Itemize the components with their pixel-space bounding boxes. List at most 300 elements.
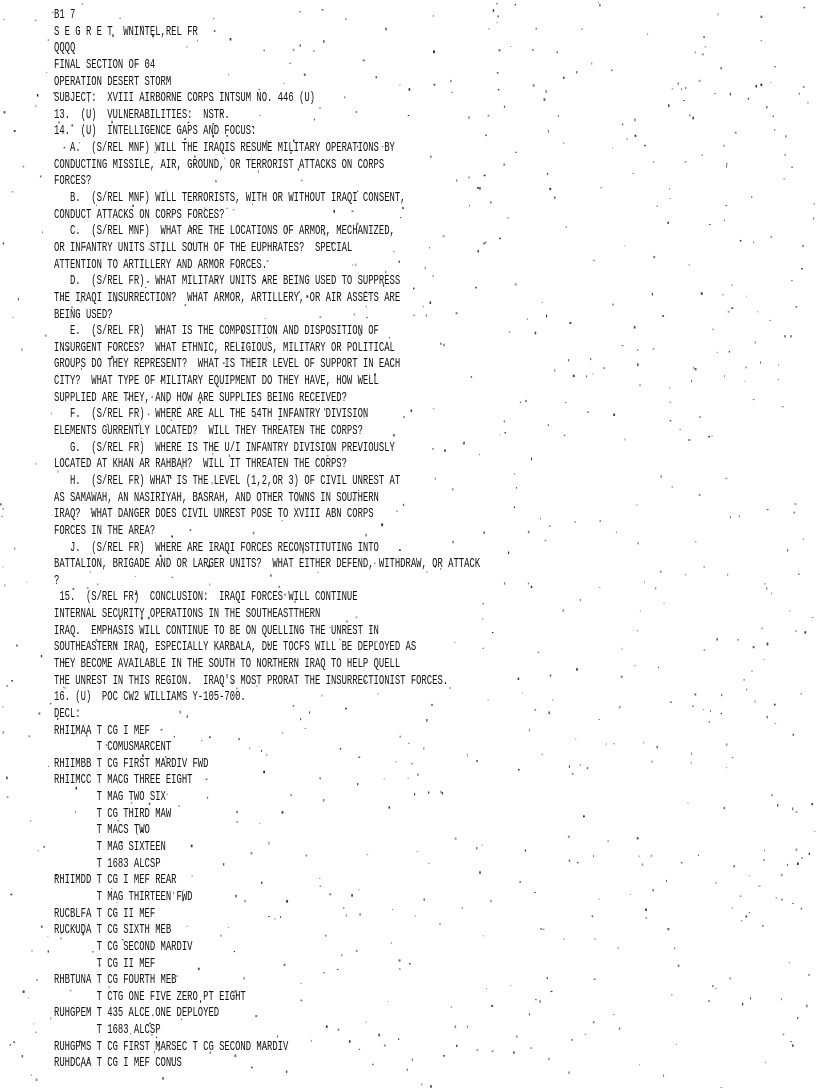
speckle [715, 883, 717, 884]
speckle [499, 49, 501, 51]
speckle [671, 994, 672, 995]
speckle [531, 458, 532, 461]
speckle [755, 341, 756, 344]
message-line: T MAG TWO SIX [54, 788, 166, 805]
speckle [583, 815, 585, 817]
speckle [497, 15, 499, 17]
speckle [14, 547, 15, 550]
speckle [549, 188, 551, 190]
speckle [507, 218, 509, 219]
speckle [527, 318, 528, 319]
speckle [698, 855, 699, 856]
message-line: T MACS TWO [54, 822, 150, 839]
speckle [575, 739, 576, 740]
speckle [568, 836, 570, 838]
speckle [699, 80, 701, 82]
message-line: S E G R E T WNINTEL,REL FR [54, 23, 198, 40]
speckle [516, 487, 517, 489]
speckle [483, 603, 484, 604]
speckle [678, 965, 680, 967]
speckle [554, 369, 555, 371]
message-line: T COMUSMARCENT [54, 738, 172, 755]
speckle [546, 315, 547, 318]
speckle [715, 988, 717, 989]
speckle [729, 351, 730, 353]
speckle [539, 1000, 541, 1003]
speckle [695, 541, 697, 542]
speckle [591, 62, 592, 64]
speckle [801, 908, 802, 910]
message-line: T CTG ONE FIVE ZERO PT EIGHT [54, 988, 246, 1005]
speckle [590, 358, 591, 360]
speckle [634, 119, 635, 122]
speckle [12, 191, 13, 193]
speckle [670, 420, 672, 421]
speckle [724, 220, 725, 221]
speckle [669, 188, 670, 189]
speckle [488, 28, 489, 30]
speckle [637, 363, 638, 366]
message-line: CITY? WHAT TYPE OF MILITARY EQUIPMENT DO THEY HAVE, HOW WELL [54, 372, 379, 389]
speckle [528, 531, 530, 534]
speckle [28, 997, 29, 998]
message-line: T MAG THIRTEEN FWD [54, 888, 193, 905]
speckle [669, 402, 671, 403]
speckle [663, 1074, 664, 1077]
speckle [35, 464, 36, 465]
speckle [658, 667, 659, 668]
speckle [712, 329, 713, 331]
speckle [699, 494, 701, 496]
speckle [757, 311, 758, 312]
speckle [516, 1035, 518, 1038]
speckle [621, 676, 623, 678]
speckle [704, 566, 705, 567]
speckle [48, 950, 49, 952]
speckle [732, 284, 733, 286]
speckle [580, 764, 581, 765]
speckle [490, 202, 492, 204]
speckle [2, 516, 3, 517]
speckle [18, 298, 19, 301]
message-line: FORCES? [54, 173, 92, 190]
speckle [14, 130, 16, 132]
speckle [761, 84, 763, 86]
speckle [667, 222, 669, 224]
speckle [515, 283, 517, 286]
speckle [505, 432, 506, 434]
speckle [634, 326, 636, 328]
speckle [778, 379, 779, 381]
speckle [729, 978, 731, 980]
speckle [789, 610, 790, 612]
message-line: INTERNAL SECURITY OPERATIONS IN THE SOUTHEASTTHERN [54, 605, 321, 622]
speckle [723, 145, 725, 147]
speckle [725, 205, 727, 206]
speckle [550, 675, 551, 677]
speckle [692, 117, 694, 120]
speckle [774, 66, 776, 67]
message-line: 16. (U) POC CW2 WILLIAMS Y-105-700. [54, 689, 246, 706]
speckle [720, 67, 722, 69]
speckle [636, 505, 638, 506]
speckle [568, 1072, 569, 1074]
speckle [613, 1014, 614, 1015]
speckle [723, 294, 724, 296]
message-line: RHIIMDD T CG I MEF REAR [54, 872, 177, 889]
speckle [777, 804, 778, 807]
speckle [573, 375, 575, 377]
message-line: ATTENTION TO ARTILLERY AND ARMOR FORCES. [54, 256, 268, 273]
speckle [709, 721, 710, 723]
speckle [708, 1000, 710, 1001]
speckle [529, 729, 530, 731]
speckle [789, 962, 790, 963]
message-line: J. (S/REL FR) WHERE ARE IRAQI FORCES RECONSTITUTING INTO [54, 539, 379, 556]
message-line: QQQQ [54, 40, 76, 57]
speckle [751, 671, 753, 672]
speckle [522, 692, 523, 693]
speckle [647, 33, 648, 34]
speckle [721, 713, 722, 714]
speckle [701, 292, 703, 295]
speckle [33, 1024, 34, 1025]
speckle [535, 332, 537, 335]
speckle [496, 3, 498, 4]
speckle [691, 752, 692, 754]
speckle [514, 506, 515, 508]
speckle [594, 979, 596, 980]
speckle [532, 49, 534, 51]
message-line: E. (S/REL FR) WHAT IS THE COMPOSITION AND DISPOSITION OF [54, 322, 379, 339]
speckle [797, 1017, 798, 1019]
message-line: SUBJECT: XVIII AIRBORNE CORPS INTSUM NO. 446 (U) [54, 90, 315, 107]
speckle [566, 226, 567, 227]
speckle [794, 512, 795, 514]
speckle [798, 574, 799, 575]
message-line: OR INFANTRY UNITS STILL SOUTH OF THE EUPHRATES? SPECIAL [54, 239, 353, 256]
speckle [790, 1041, 792, 1042]
speckle [29, 735, 31, 737]
speckle [554, 197, 556, 199]
speckle [681, 88, 682, 91]
speckle [545, 90, 547, 93]
speckle [7, 796, 9, 798]
speckle [769, 320, 771, 321]
speckle [536, 28, 537, 30]
speckle [624, 439, 625, 441]
speckle [660, 571, 661, 573]
speckle [483, 242, 485, 244]
speckle [35, 1032, 36, 1034]
speckle [739, 515, 740, 518]
message-line: RHIIMBB T CG FIRST MARDIV FWD [54, 755, 209, 772]
message-line: SOUTHEASTERN IRAQ, ESPECIALLY KARBALA, DUE TOCFS WILL BE DEPLOYED AS [54, 639, 417, 656]
speckle [519, 881, 521, 883]
speckle [580, 599, 581, 601]
speckle [761, 40, 762, 41]
speckle [644, 581, 645, 584]
speckle [803, 86, 805, 88]
speckle [510, 985, 511, 986]
speckle [657, 206, 658, 207]
speckle [710, 710, 711, 712]
speckle [776, 897, 778, 899]
speckle [660, 476, 662, 478]
speckle [535, 709, 537, 711]
speckle [644, 145, 646, 147]
speckle [781, 998, 782, 1000]
speckle [500, 434, 501, 435]
speckle [607, 840, 609, 841]
speckle [796, 811, 798, 813]
message-line: B1 7 [54, 6, 76, 23]
speckle [37, 94, 38, 97]
speckle [795, 630, 797, 632]
speckle [797, 863, 799, 866]
speckle [732, 907, 733, 908]
speckle [676, 1044, 677, 1045]
speckle [421, 1084, 422, 1086]
speckle [484, 175, 486, 177]
speckle [600, 520, 601, 522]
speckle [518, 769, 519, 771]
speckle [791, 280, 793, 281]
speckle [639, 385, 641, 386]
speckle [652, 293, 653, 296]
speckle [814, 203, 815, 205]
speckle [691, 380, 692, 382]
speckle [746, 689, 747, 691]
speckle [691, 762, 692, 764]
speckle [44, 846, 45, 848]
speckle [737, 639, 739, 641]
speckle [637, 837, 639, 839]
message-line: AS SAMAWAH, AN NASIRIYAH, BASRAH, AND OTHER TOWNS IN SOUTHERN [54, 489, 379, 506]
message-line: THE UNREST IN THIS REGION. IRAQ'S MOST PRORAT THE INSURRECTIONIST FORCES. [54, 672, 449, 689]
speckle [4, 19, 5, 20]
speckle [593, 855, 594, 858]
speckle [531, 586, 533, 588]
speckle [803, 7, 805, 9]
speckle [498, 89, 500, 90]
speckle [756, 85, 758, 88]
speckle [740, 895, 741, 897]
message-line: ELEMENTS CURRENTLY LOCATED? WILL THEY THREATEN THE CORPS? [54, 422, 363, 439]
speckle [808, 101, 809, 104]
speckle [753, 646, 755, 648]
speckle [764, 849, 765, 851]
speckle [540, 928, 541, 930]
speckle [787, 864, 788, 866]
speckle [678, 83, 679, 85]
speckle [792, 808, 793, 811]
speckle [761, 16, 763, 18]
speckle [622, 345, 624, 346]
speckle [653, 256, 655, 258]
speckle [703, 709, 704, 710]
speckle [784, 335, 786, 338]
speckle [728, 311, 730, 313]
message-line: RHIIMCC T MACG THREE EIGHT [54, 772, 193, 789]
speckle [689, 114, 690, 117]
speckle [787, 549, 788, 552]
speckle [2, 706, 3, 707]
speckle [582, 28, 583, 30]
speckle [558, 115, 559, 117]
speckle [694, 694, 696, 696]
speckle [718, 13, 719, 15]
message-line: T CG SECOND MARDIV [54, 938, 193, 955]
speckle [692, 706, 693, 707]
speckle [806, 1005, 808, 1008]
speckle [603, 368, 605, 369]
speckle [36, 1079, 38, 1081]
speckle [571, 1039, 573, 1041]
speckle [639, 1064, 640, 1065]
speckle [520, 402, 522, 403]
speckle [699, 416, 700, 417]
speckle [745, 367, 746, 369]
message-line: CONDUCT ATTACKS ON CORPS FORCES? [54, 206, 225, 223]
speckle [599, 4, 601, 6]
speckle [726, 478, 728, 479]
speckle [735, 132, 737, 134]
speckle [762, 925, 764, 926]
speckle [771, 592, 772, 594]
message-line: RUHGPMS T CG FIRST MARSEC T CG SECOND MARDIV [54, 1038, 289, 1055]
speckle [515, 4, 516, 5]
speckle [795, 503, 797, 505]
speckle [695, 368, 697, 370]
speckle [613, 414, 615, 416]
speckle [653, 161, 654, 162]
speckle [666, 880, 667, 882]
speckle [599, 899, 600, 900]
speckle [748, 98, 749, 100]
speckle [486, 988, 487, 989]
speckle [51, 413, 52, 415]
message-line: A. (S/REL MNF) WILL THE IRAQIS RESUME MILITARY OPERATIONS BY [54, 139, 395, 156]
message-line: T CG THIRD MAW [54, 805, 172, 822]
speckle [726, 163, 727, 165]
speckle [510, 46, 511, 47]
speckle [16, 645, 18, 647]
speckle [799, 93, 800, 95]
speckle [681, 862, 683, 864]
speckle [712, 436, 713, 437]
speckle [485, 134, 487, 136]
speckle [796, 306, 798, 308]
message-line: INSURGENT FORCES? WHAT ETHNIC, RELIGIOUS, MILITARY OR POLITICAL [54, 339, 395, 356]
speckle [22, 1055, 24, 1057]
speckle [745, 381, 746, 382]
speckle [619, 706, 621, 709]
speckle [504, 420, 505, 422]
speckle [540, 518, 541, 520]
speckle [547, 173, 548, 175]
speckle [708, 436, 710, 438]
speckle [709, 224, 711, 225]
message-line: BEING USED? [54, 306, 113, 323]
speckle [712, 985, 713, 987]
speckle [4, 111, 6, 113]
speckle [746, 296, 747, 297]
speckle [626, 139, 628, 140]
speckle [670, 702, 672, 703]
speckle [749, 875, 751, 876]
speckle [767, 643, 769, 646]
speckle [593, 374, 594, 375]
speckle [492, 632, 494, 633]
speckle [529, 1013, 530, 1015]
speckle [587, 767, 588, 769]
speckle [703, 36, 705, 38]
speckle [622, 648, 623, 650]
speckle [653, 348, 654, 350]
speckle [640, 610, 641, 611]
speckle [38, 713, 40, 715]
speckle [2, 567, 3, 569]
message-line: RUHDCAA T CG I MEF CONUS [54, 1055, 182, 1072]
speckle [701, 155, 703, 156]
speckle [770, 82, 771, 83]
speckle [705, 46, 707, 47]
speckle [570, 322, 572, 324]
speckle [0, 503, 1, 505]
speckle [535, 999, 537, 1000]
speckle [622, 123, 623, 125]
speckle [760, 361, 761, 364]
speckle [753, 399, 755, 400]
speckle [503, 164, 505, 166]
speckle [679, 429, 681, 430]
speckle [751, 196, 752, 198]
speckle [4, 584, 5, 586]
speckle [741, 920, 743, 921]
message-line: T MAG SIXTEEN [54, 838, 166, 855]
speckle [548, 1058, 550, 1060]
speckle [651, 760, 652, 763]
message-line: 14. (U) INTELLIGENCE GAPS AND FOCUS: [54, 123, 257, 140]
speckle [775, 723, 777, 724]
speckle [783, 178, 785, 179]
speckle [30, 820, 32, 821]
speckle [612, 147, 613, 148]
speckle [41, 926, 43, 928]
message-line: RUHGPEM T 435 ALCE ONE DEPLOYED [54, 1005, 220, 1022]
speckle [616, 532, 617, 534]
speckle [685, 87, 686, 88]
speckle [635, 135, 637, 137]
speckle [552, 699, 553, 700]
speckle [593, 260, 595, 261]
speckle [674, 947, 675, 949]
message-line: SUPPLIED ARE THEY, AND HOW ARE SUPPLIES BEING RECEIVED? [54, 389, 347, 406]
speckle [32, 950, 33, 952]
speckle [557, 52, 558, 53]
speckle [504, 106, 505, 108]
speckle [618, 947, 619, 949]
speckle [809, 853, 810, 855]
speckle [3, 731, 5, 734]
speckle [514, 473, 515, 475]
speckle [727, 574, 728, 576]
speckle [766, 106, 767, 108]
speckle [548, 130, 549, 133]
speckle [642, 863, 644, 866]
speckle [601, 187, 602, 188]
